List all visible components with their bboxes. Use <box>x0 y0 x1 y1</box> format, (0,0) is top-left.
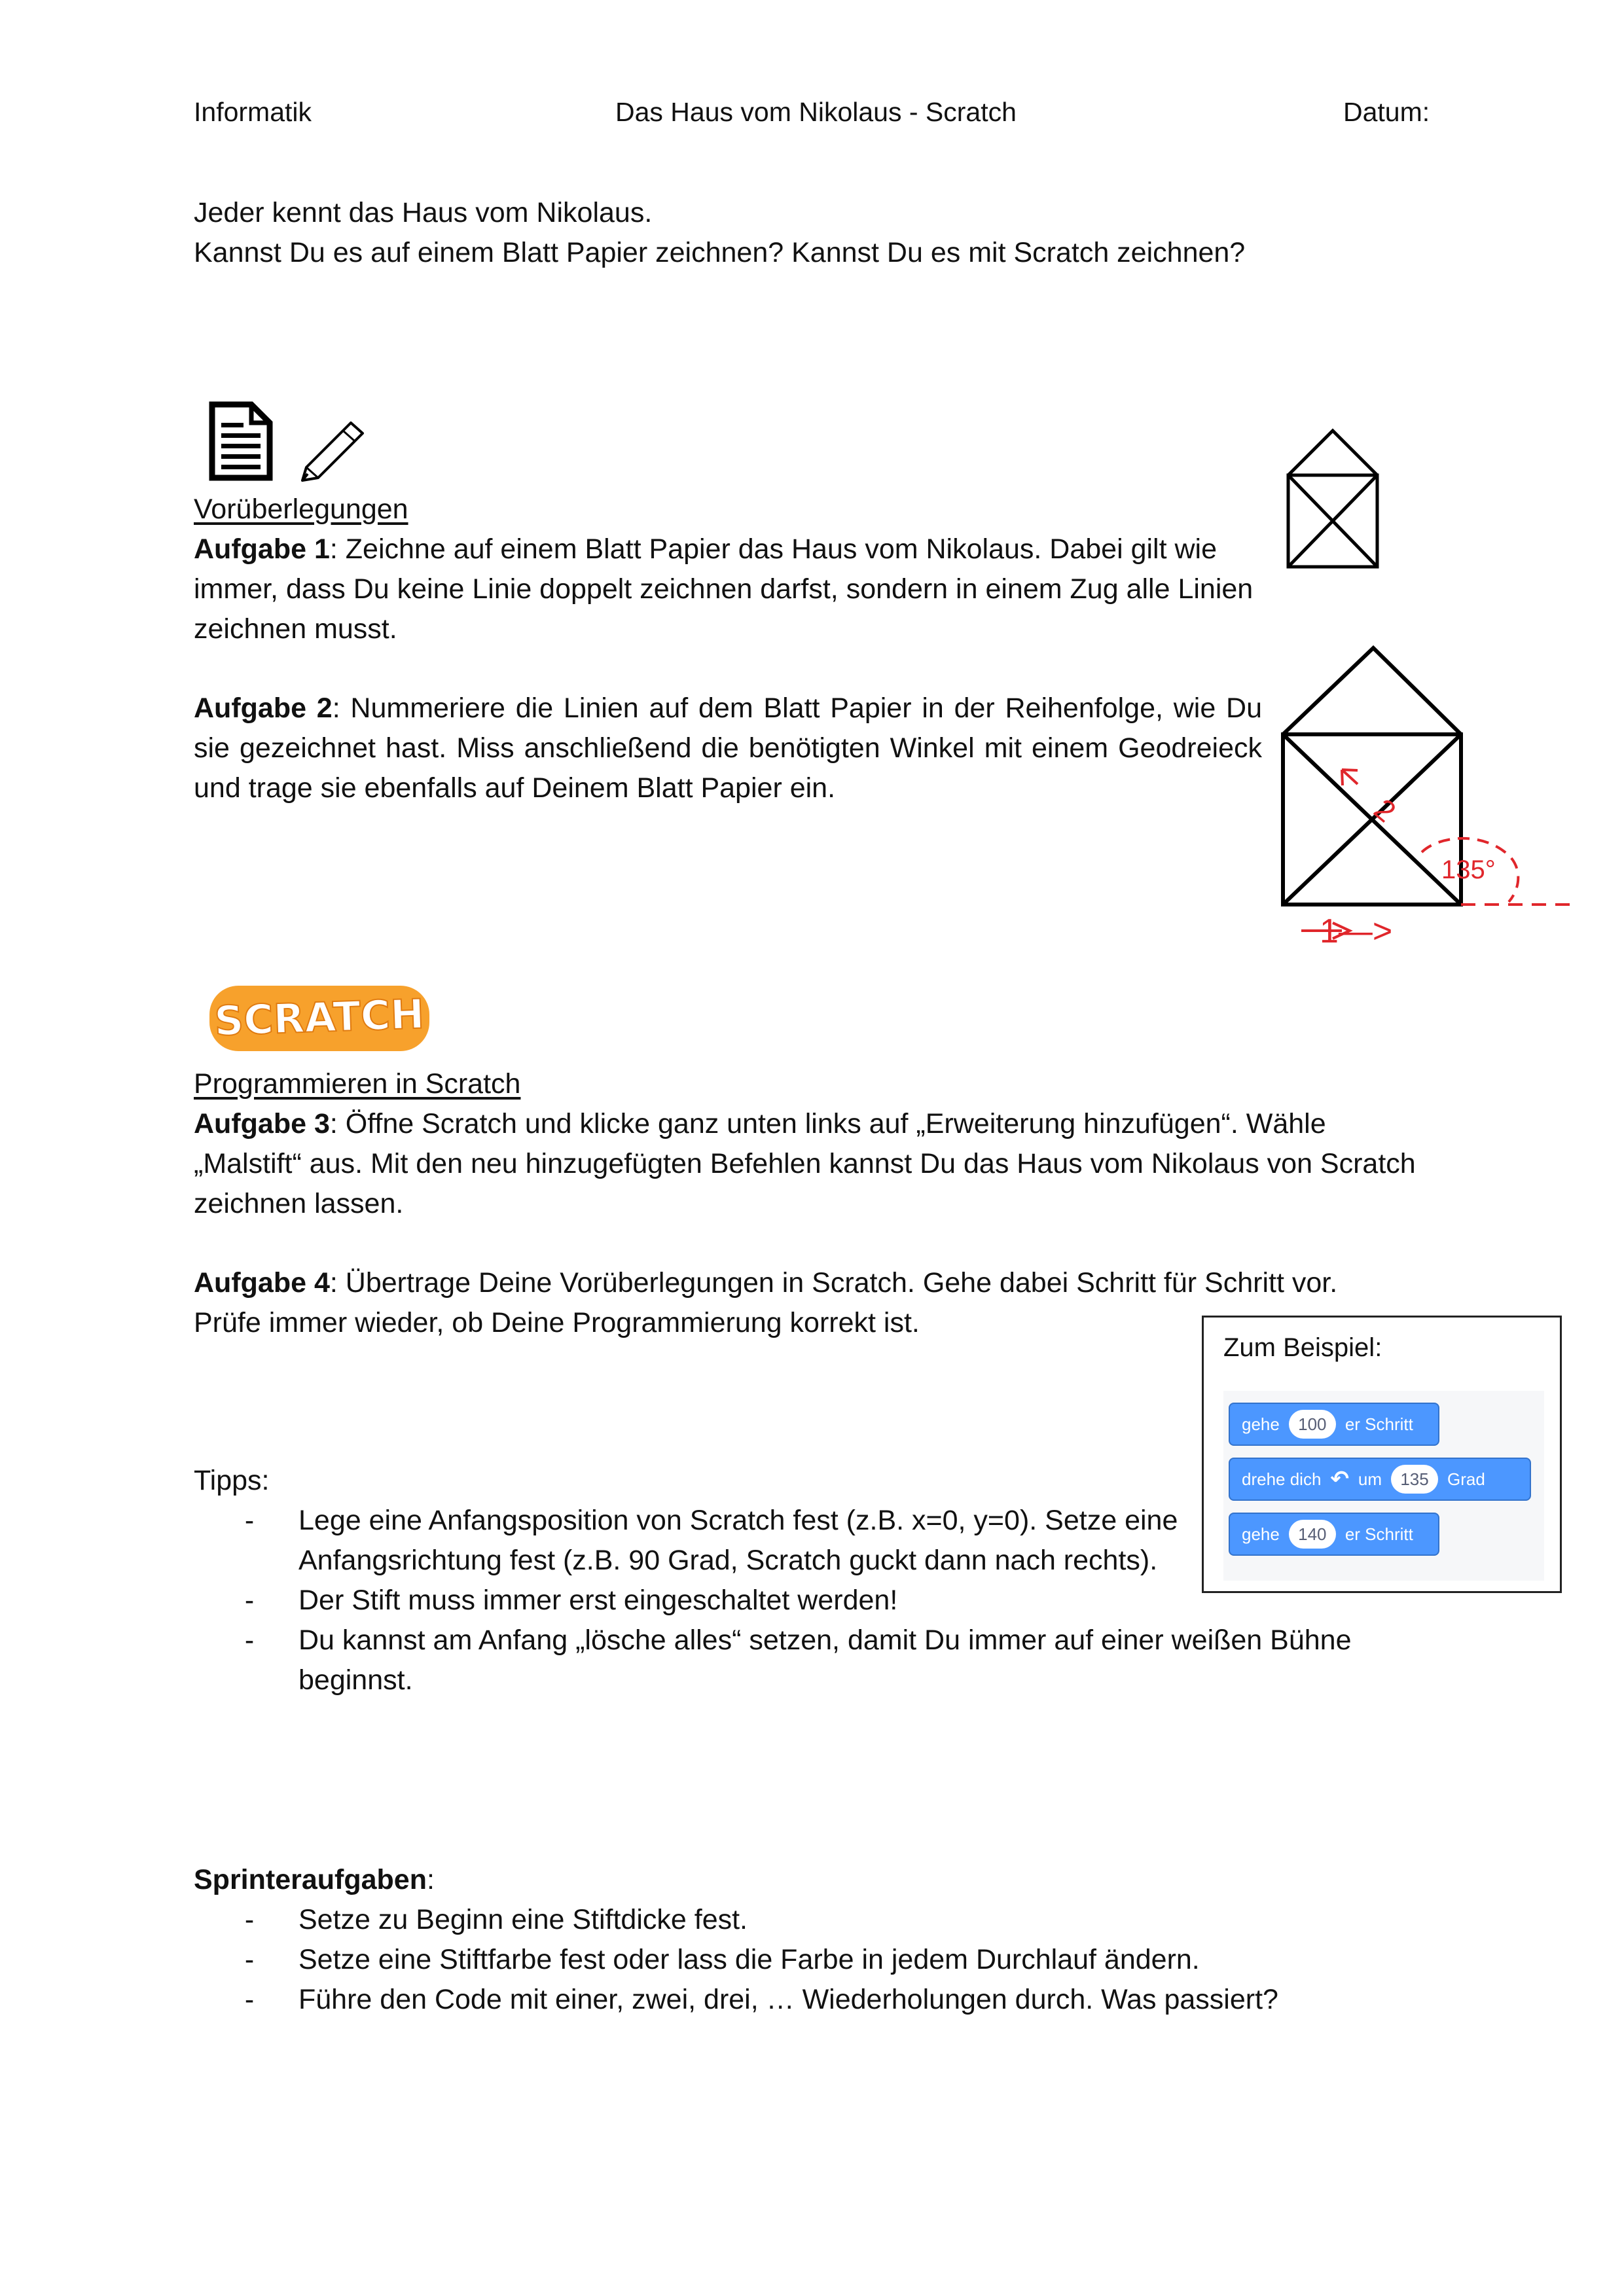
bullet: - <box>244 1904 255 1935</box>
tip-item-1: - Lege eine Anfangsposition von Scratch fest (z.B. x=0, y=0). Setze eine Anfangsrichtung fest (z.B. 90 Grad, Scratch guckt dann nach rechts). <box>200 1501 1444 1581</box>
task-4-text: : Übertrage Deine Vorüberlegungen in Scratch. Gehe dabei Schritt für Schritt vor. <box>329 1267 1338 1299</box>
code-block-turn[interactable] <box>1229 1458 1531 1501</box>
angle-label: 135° <box>1441 855 1496 884</box>
task-4-text-2: Prüfe immer wieder, ob Deine Programmierung korrekt ist. <box>194 1307 920 1338</box>
scratch-logo <box>207 982 433 1058</box>
bullet: - <box>244 1505 255 1536</box>
line-label-1: 1—> <box>1320 912 1393 949</box>
block-2-mid: um <box>1358 1469 1382 1489</box>
tips-label: Tipps: <box>194 1465 270 1496</box>
header-title: Das Haus vom Nikolaus - Scratch <box>615 97 1017 127</box>
tip-item-3: - Du kannst am Anfang „lösche alles“ setzen, damit Du immer auf einer weißen Bühne beginnst. <box>200 1621 1444 1700</box>
block-2-prefix: drehe dich <box>1242 1469 1322 1489</box>
sprinter-item-2: - Setze eine Stiftfarbe fest oder lass die Farbe in jedem Durchlauf ändern. <box>200 1940 1444 1980</box>
header-date-label: Datum: <box>1343 97 1430 127</box>
intro-line-2: Kannst Du es auf einem Blatt Papier zeichnen? Kannst Du es mit Scratch zeichnen? <box>194 237 1246 268</box>
bullet: - <box>244 1624 255 1656</box>
tips-list <box>200 1501 1444 1700</box>
block-2-value[interactable]: 135 <box>1391 1465 1438 1494</box>
block-1-suffix: er Schritt <box>1344 1414 1413 1434</box>
task-3-label: Aufgabe 3 <box>194 1108 330 1139</box>
example-title: Zum Beispiel: <box>1223 1333 1382 1362</box>
document-icon <box>208 401 274 482</box>
block-3-suffix: er Schritt <box>1344 1524 1413 1544</box>
rotate-left-icon: ↶ <box>1330 1467 1349 1492</box>
section-heading-vorueberlegungen: Vorüberlegungen <box>194 493 408 525</box>
section-heading-programmieren: Programmieren in Scratch <box>194 1068 521 1100</box>
bullet: - <box>244 1944 255 1975</box>
scratch-logo-text: SCRATCH <box>213 990 425 1045</box>
block-1-prefix: gehe <box>1242 1414 1280 1434</box>
house-diagram <box>1276 641 1578 952</box>
tip-item-2: - Der Stift muss immer erst eingeschaltet werden! <box>200 1581 1444 1621</box>
pen-icon <box>298 419 367 484</box>
sprinter-item-1: - Setze zu Beginn eine Stiftdicke fest. <box>200 1900 1444 1940</box>
line-label-2: 2 <box>1367 791 1403 829</box>
block-3-value[interactable]: 140 <box>1289 1520 1336 1549</box>
header-subject: Informatik <box>194 97 312 127</box>
block-3-prefix: gehe <box>1242 1524 1280 1544</box>
task-2-label: Aufgabe 2 <box>194 692 333 724</box>
block-2-suffix: Grad <box>1447 1469 1485 1489</box>
block-1-value[interactable]: 100 <box>1289 1410 1336 1439</box>
task-3 <box>194 1104 1437 1224</box>
task-1-text: : Zeichne auf einem Blatt Papier das Haus vom Nikolaus. Dabei gilt wie immer, dass Du keine Linie doppelt zeichnen darfst, sondern in einem Zug alle Linien zeichnen musst. <box>194 533 1254 645</box>
task-1 <box>194 529 1461 649</box>
sprinter-item-3: - Führe den Code mit einer, zwei, drei, … Wiederholungen durch. Was passiert? <box>200 1980 1444 2020</box>
task-3-text: : Öffne Scratch und klicke ganz unten links auf „Erweiterung hinzufügen“. Wähle „Malstift“ aus. Mit den neu hinzugefügten Befehlen kannst Du das Haus vom Nikolaus von Scratch zeichnen lassen. <box>194 1108 1416 1219</box>
sprinter-heading: Sprinteraufgaben: <box>194 1864 435 1895</box>
code-block-move-1[interactable] <box>1229 1403 1439 1446</box>
task-4-label: Aufgabe 4 <box>194 1267 330 1299</box>
sprinter-list <box>200 1900 1444 2020</box>
task-1-label: Aufgabe 1 <box>194 533 330 565</box>
intro-line-1: Jeder kennt das Haus vom Nikolaus. <box>194 197 653 228</box>
task-2-text: : Nummeriere die Linien auf dem Blatt Papier in der Reihenfolge, wie Du sie gezeichnet hast. Miss anschließend die benötigten Winkel mit einem Geodreieck und trage sie ebenfalls auf Deinem Blatt Papier ein. <box>194 692 1262 804</box>
bullet: - <box>244 1984 255 2015</box>
task-2 <box>194 689 1262 808</box>
bullet: - <box>244 1585 255 1616</box>
